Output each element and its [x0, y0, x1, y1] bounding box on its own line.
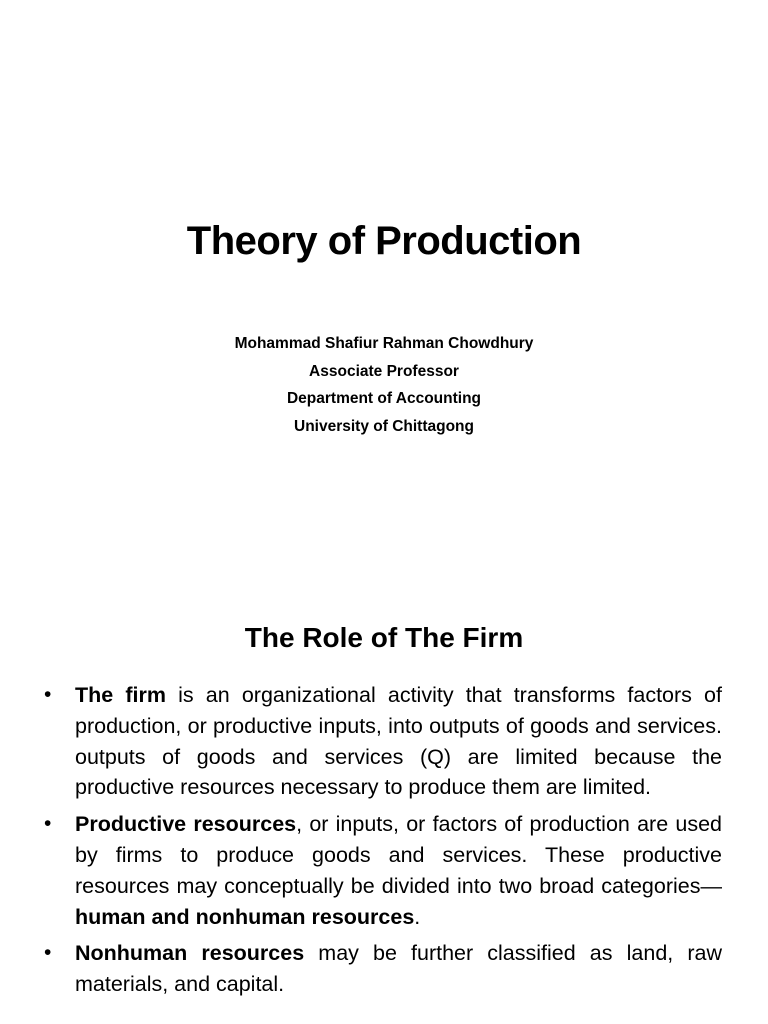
bullet-item-productive-resources	[0, 809, 768, 932]
bullet-list	[0, 680, 768, 1006]
bullet-dot-icon: •	[44, 812, 52, 836]
bullet-text: may be further classified as land, raw materials, and capital.	[75, 941, 722, 997]
bullet-item-nonhuman-resources	[0, 938, 768, 1000]
author-department: Department of Accounting	[286, 390, 482, 407]
bullet-term: Nonhuman resources	[75, 941, 305, 966]
bullet-item-firm	[0, 680, 768, 803]
author-university: University of Chittagong	[294, 417, 474, 435]
bullet-text: , or inputs, or factors of production are used by firms to produce goods and services. These productive resources may conceptually be divided into two broad categories—	[75, 812, 723, 898]
bullet-text: is an organizational activity that transforms factors of production, or productive inputs, into outputs of goods and services. outputs of goods and services (Q) are limited because the productive resources necessary to produce them are limited.	[75, 683, 722, 800]
slide-title: The Role of The Firm	[244, 622, 524, 653]
bullet-dot-icon: •	[44, 683, 52, 706]
content-slide	[0, 576, 768, 1024]
bullet-term: The firm	[75, 683, 166, 707]
presentation-title: Theory of Production	[186, 219, 582, 263]
bullet-term: Productive resources	[75, 812, 297, 837]
author-position: Associate Professor	[309, 362, 459, 380]
bullet-emphasis: human and nonhuman resources	[75, 904, 415, 929]
author-block	[0, 330, 768, 440]
author-name: Mohammad Shafiur Rahman Chowdhury	[234, 335, 534, 352]
bullet-end: .	[414, 904, 421, 929]
bullet-dot-icon: •	[44, 941, 52, 965]
